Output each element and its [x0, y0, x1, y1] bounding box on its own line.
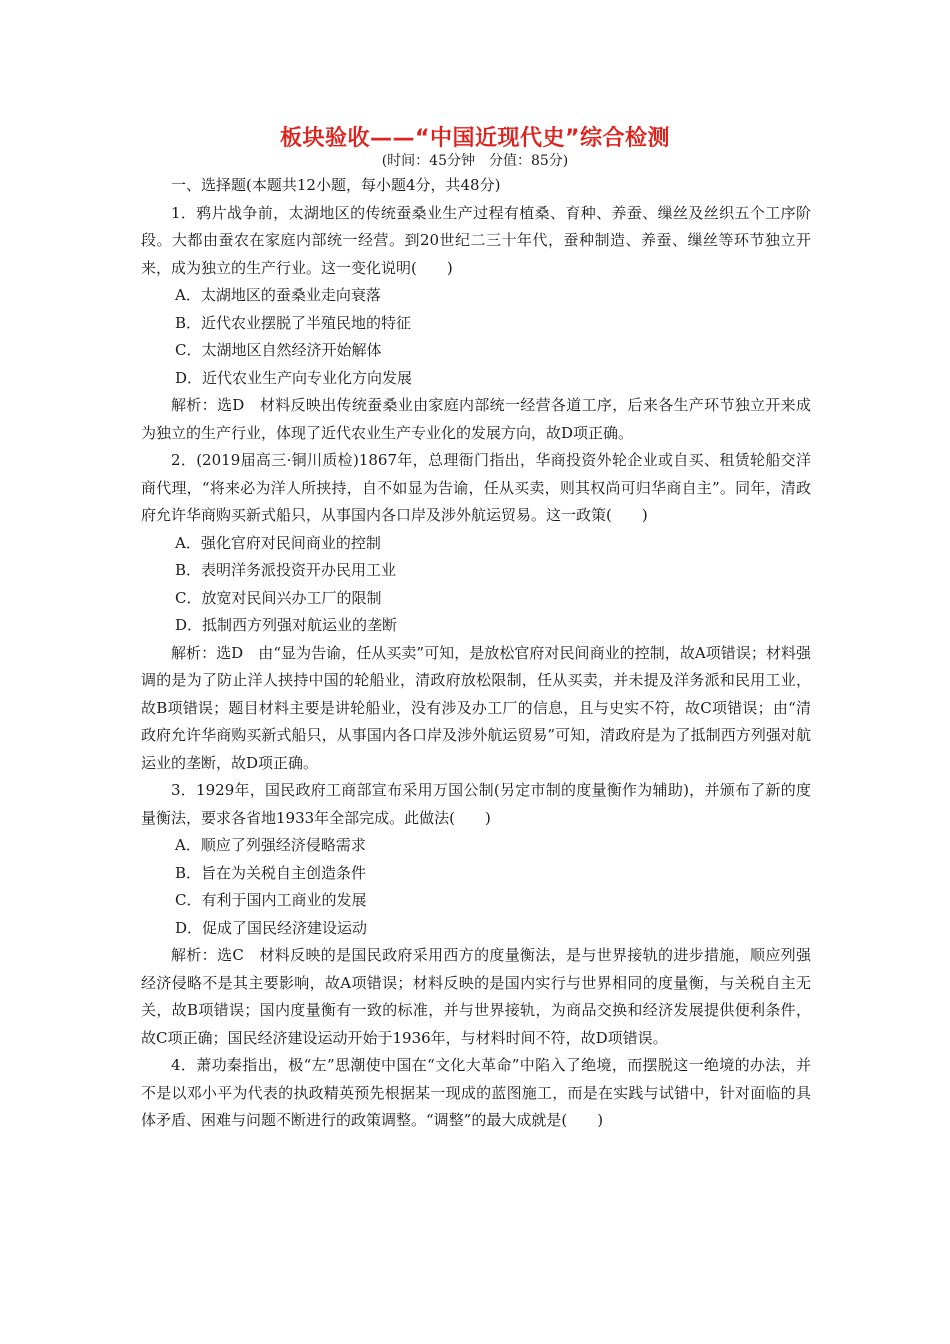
- question-3-option-c: C．有利于国内工商业的发展: [175, 891, 367, 909]
- question-2-option-a: A．强化官府对民间商业的控制: [175, 533, 381, 552]
- question-2-option-c: C．放宽对民间兴办工厂的限制: [175, 588, 382, 607]
- question-1-stem: 1．鸦片战争前，太湖地区的传统蚕桑业生产过程有植桑、育种、养蚕、缫丝及丝织五个工序阶段。大都由蚕农在家庭内部统一经营。到20世纪二三十年代，蚕种制造、养蚕、缫丝等环节独立开来，成为独立的生产行业。这一变化说明( ): [141, 203, 811, 277]
- question-3-option-a: A．顺应了列强经济侵略需求: [175, 836, 366, 854]
- question-2-option-d: D．抵制西方列强对航运业的垄断: [175, 616, 398, 634]
- exam-info: (时间：45分钟 分值：85分): [381, 153, 569, 169]
- question-4-stem: 4．萧功秦指出，极“左”思潮使中国在“文化大革命”中陷入了绝境，而摆脱这一绝境的办法，并不是以邓小平为代表的执政精英预先根据某一现成的蓝图施工，而是在实践与试错中，针对面临的具体矛盾、困难与问题不断进行的政策调整。“调整”的最大成就是( ): [141, 1056, 811, 1129]
- question-1-option-b: B．近代农业摆脱了半殖民地的特征: [175, 313, 412, 332]
- document-body: [141, 172, 811, 1135]
- section-heading: 一、选择题(本题共12小题，每小题4分，共48分): [171, 176, 501, 194]
- question-3-option-b: B．旨在为关税自主创造条件: [175, 863, 367, 882]
- question-1-option-a: A．太湖地区的蚕桑业走向衰落: [175, 286, 381, 304]
- question-2-analysis: 解析：选D 由“显为告谕，任从买卖”可知，是放松官府对民间商业的控制，故A项错误；材料强调的是为了防止洋人挟持中国的轮船业，清政府放松限制，任从买卖，并未提及洋务派和民用工业，故B项错误；题目材料主要是讲轮船业，没有涉及办工厂的信息，且与史实不符，故C项错误；由“清政府允许华商购买新式船只，从事国内各口岸及涉外航运贸易”可知，清政府是为了抵制西方列强对航运业的垄断，故D项正确。: [141, 643, 811, 772]
- question-3-analysis: 解析：选C 材料反映的是国民政府采用西方的度量衡法，是与世界接轨的进步措施，顺应列强经济侵略不是其主要影响，故A项错误；材料反映的是国内实行与世界相同的度量衡，与关税自主无关，故B项错误；国内度量衡有一致的标准，并与世界接轨，为商品交换和经济发展提供便利条件，故C项正确；国民经济建设运动开始于1936年，与材料时间不符，故D项错误。: [141, 946, 811, 1047]
- question-1-analysis: 解析：选D 材料反映出传统蚕桑业由家庭内部统一经营各道工序，后来各生产环节独立开来成为独立的生产行业，体现了近代农业生产专业化的发展方向，故D项正确。: [141, 396, 811, 442]
- question-2-stem: 2．(2019届高三·铜川质检)1867年，总理衙门指出，华商投资外轮企业或自买、租赁轮船交洋商代理，“将来必为洋人所挟持，自不如显为告谕，任从买卖，则其权尚可归华商自主”。同年，清政府允许华商购买新式船只，从事国内各口岸及涉外航运贸易。这一政策( ): [141, 451, 811, 524]
- question-1-option-d: D．近代农业生产向专业化方向发展: [175, 368, 413, 387]
- question-3-stem: 3．1929年，国民政府工商部宣布采用万国公制(另定市制的度量衡作为辅助)，并颁布了新的度量衡法，要求各省地1933年全部完成。此做法( ): [141, 781, 811, 827]
- page-title: 板块验收——“中国近现代史”综合检测: [280, 126, 670, 151]
- question-3-option-d: D．促成了国民经济建设运动: [175, 918, 368, 937]
- question-1-option-c: C．太湖地区自然经济开始解体: [175, 341, 382, 359]
- question-2-option-b: B．表明洋务派投资开办民用工业: [175, 561, 397, 579]
